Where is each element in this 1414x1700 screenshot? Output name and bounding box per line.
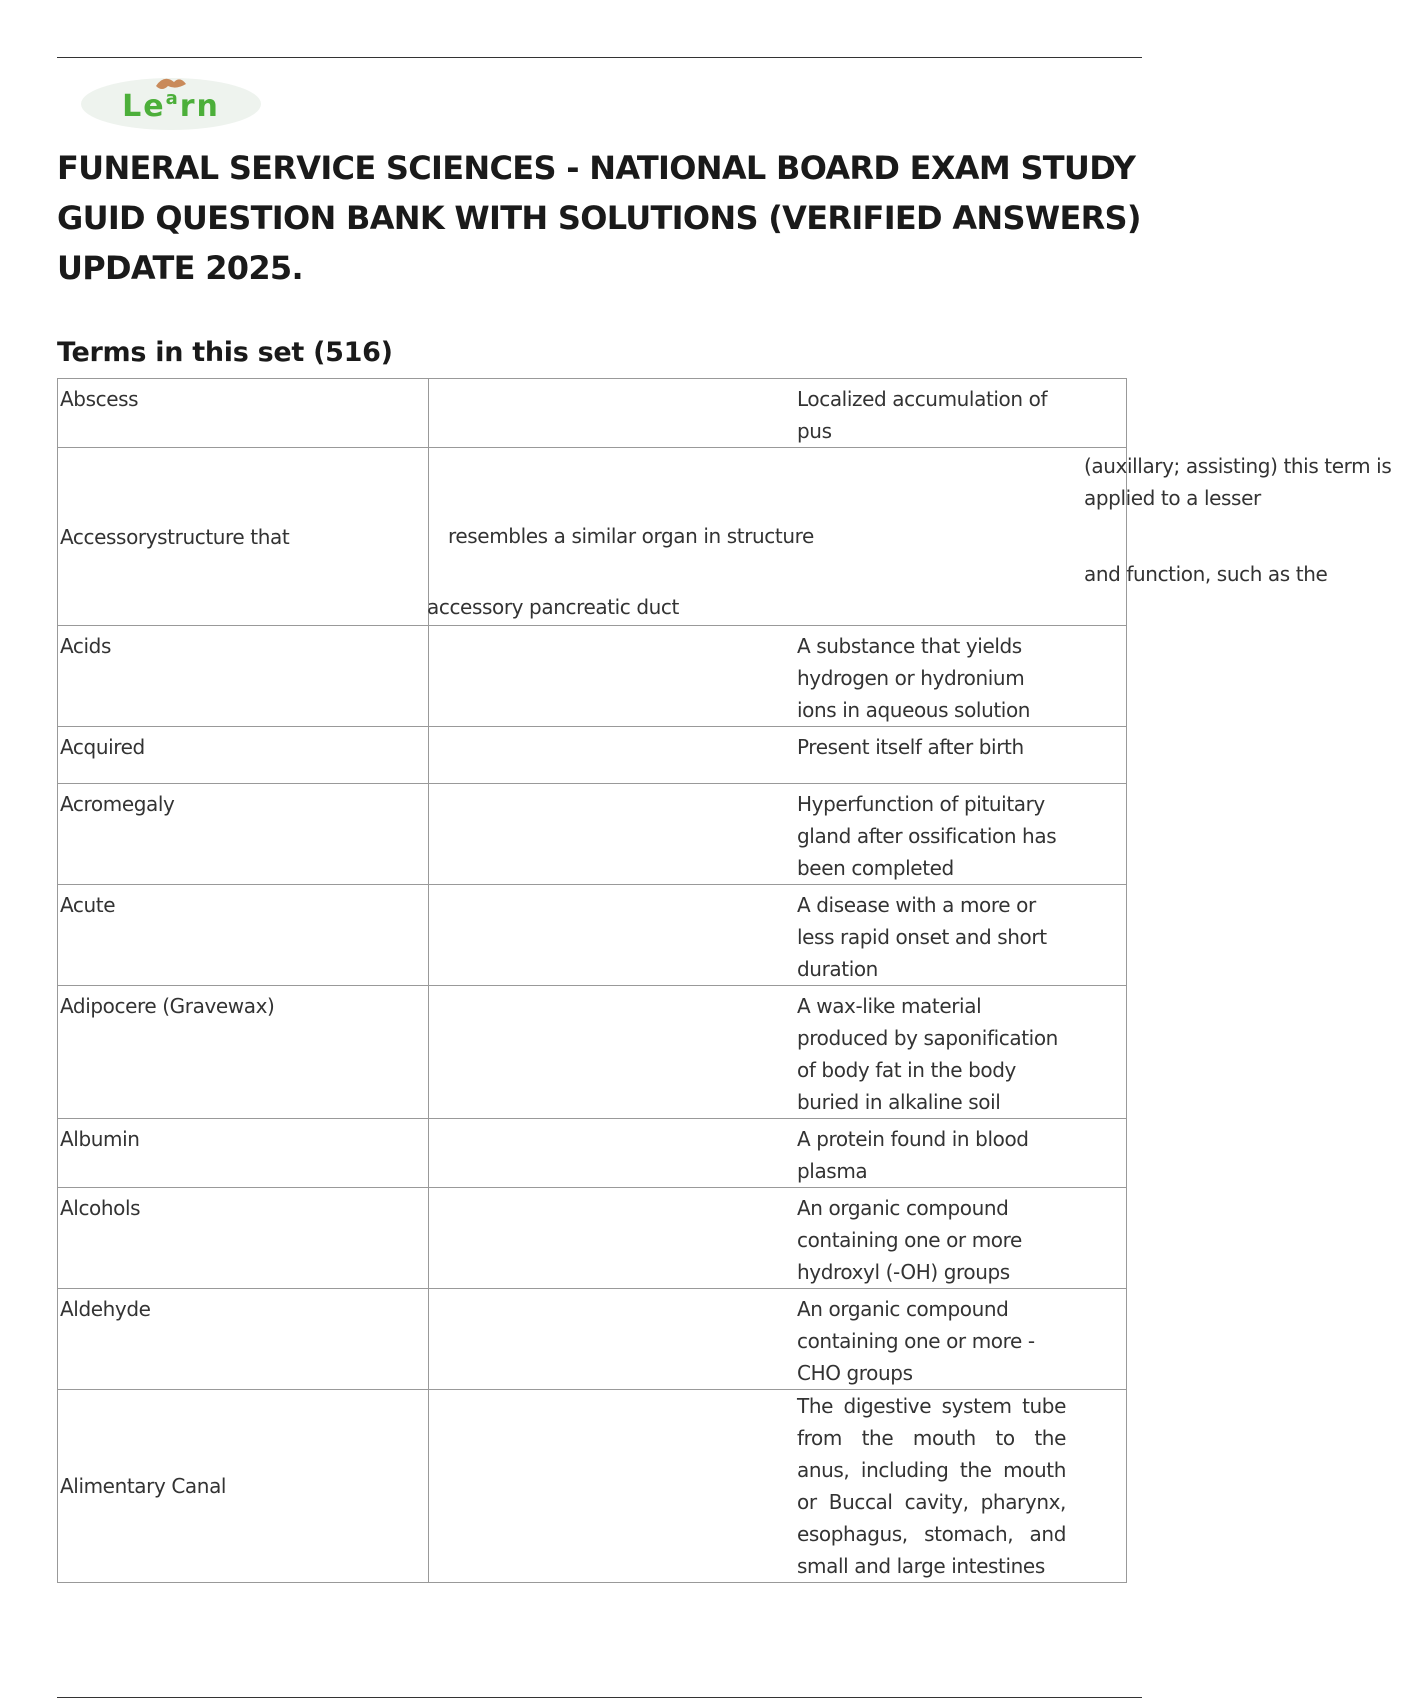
table-row bbox=[58, 448, 1127, 626]
table-row bbox=[58, 986, 1127, 1119]
definition-part: resembles a similar organ in structure bbox=[448, 524, 814, 548]
term-cell bbox=[58, 448, 429, 626]
term-cell: Alcohols bbox=[58, 1188, 429, 1289]
term-cell: Acute bbox=[58, 885, 429, 986]
header-rule bbox=[57, 57, 1142, 58]
definition-cell: A protein found in blood plasma bbox=[429, 1119, 1127, 1188]
term-cell: Acids bbox=[58, 626, 429, 727]
table-row bbox=[58, 1119, 1127, 1188]
term-cell: Abscess bbox=[58, 379, 429, 448]
definition-cell: The digestive system tube from the mouth to the anus, including the mouth or Buccal cavity, pharynx, esophagus, stomach, and small and large intestines bbox=[429, 1390, 1127, 1583]
table-row bbox=[58, 626, 1127, 727]
table-row bbox=[58, 784, 1127, 885]
term-cell: Alimentary Canal bbox=[58, 1390, 429, 1583]
definition-cell: A substance that yields hydrogen or hydronium ions in aqueous solution bbox=[429, 626, 1127, 727]
definition-cell: Hyperfunction of pituitary gland after ossification has been completed bbox=[429, 784, 1127, 885]
learn-logo bbox=[76, 72, 266, 132]
term-cell: Adipocere (Gravewax) bbox=[58, 986, 429, 1119]
term-text: Accessorystructure that bbox=[60, 524, 290, 549]
table-row bbox=[58, 379, 1127, 448]
term-cell: Acquired bbox=[58, 727, 429, 784]
svg-text:Learn: Le$^a$rn bbox=[122, 88, 220, 124]
definition-cell: A wax-like material produced by saponification of body fat in the body buried in alkaline soil bbox=[429, 986, 1127, 1119]
definition-part: accessory pancreatic duct bbox=[427, 595, 679, 619]
table-row bbox=[58, 1289, 1127, 1390]
term-cell: Albumin bbox=[58, 1119, 429, 1188]
term-cell: Acromegaly bbox=[58, 784, 429, 885]
definition-part: (auxillary; assisting) this term is applied to a lesser bbox=[1084, 454, 1392, 510]
table-row bbox=[58, 1188, 1127, 1289]
terms-table bbox=[57, 378, 1392, 1583]
table-row bbox=[58, 1390, 1127, 1583]
definition-cell: An organic compound containing one or more hydroxyl (-OH) groups bbox=[429, 1188, 1127, 1289]
term-cell: Aldehyde bbox=[58, 1289, 429, 1390]
table-row bbox=[58, 885, 1127, 986]
definition-cell: An organic compound containing one or more -CHO groups bbox=[429, 1289, 1127, 1390]
document-title: FUNERAL SERVICE SCIENCES - NATIONAL BOARD EXAM STUDY GUID QUESTION BANK WITH SOLUTIONS (VERIFIED ANSWERS) UPDATE 2025. bbox=[57, 149, 1141, 287]
definition-cell: Present itself after birth bbox=[429, 727, 1127, 784]
definition-part: and function, such as the bbox=[1084, 562, 1328, 586]
definition-cell bbox=[427, 448, 1392, 626]
terms-count-heading: Terms in this set (516) bbox=[57, 337, 393, 368]
definition-cell: A disease with a more or less rapid onset and short duration bbox=[429, 885, 1127, 986]
footer-rule bbox=[57, 1697, 1142, 1698]
table-row bbox=[58, 727, 1127, 784]
definition-cell: Localized accumulation of pus bbox=[429, 379, 1127, 448]
